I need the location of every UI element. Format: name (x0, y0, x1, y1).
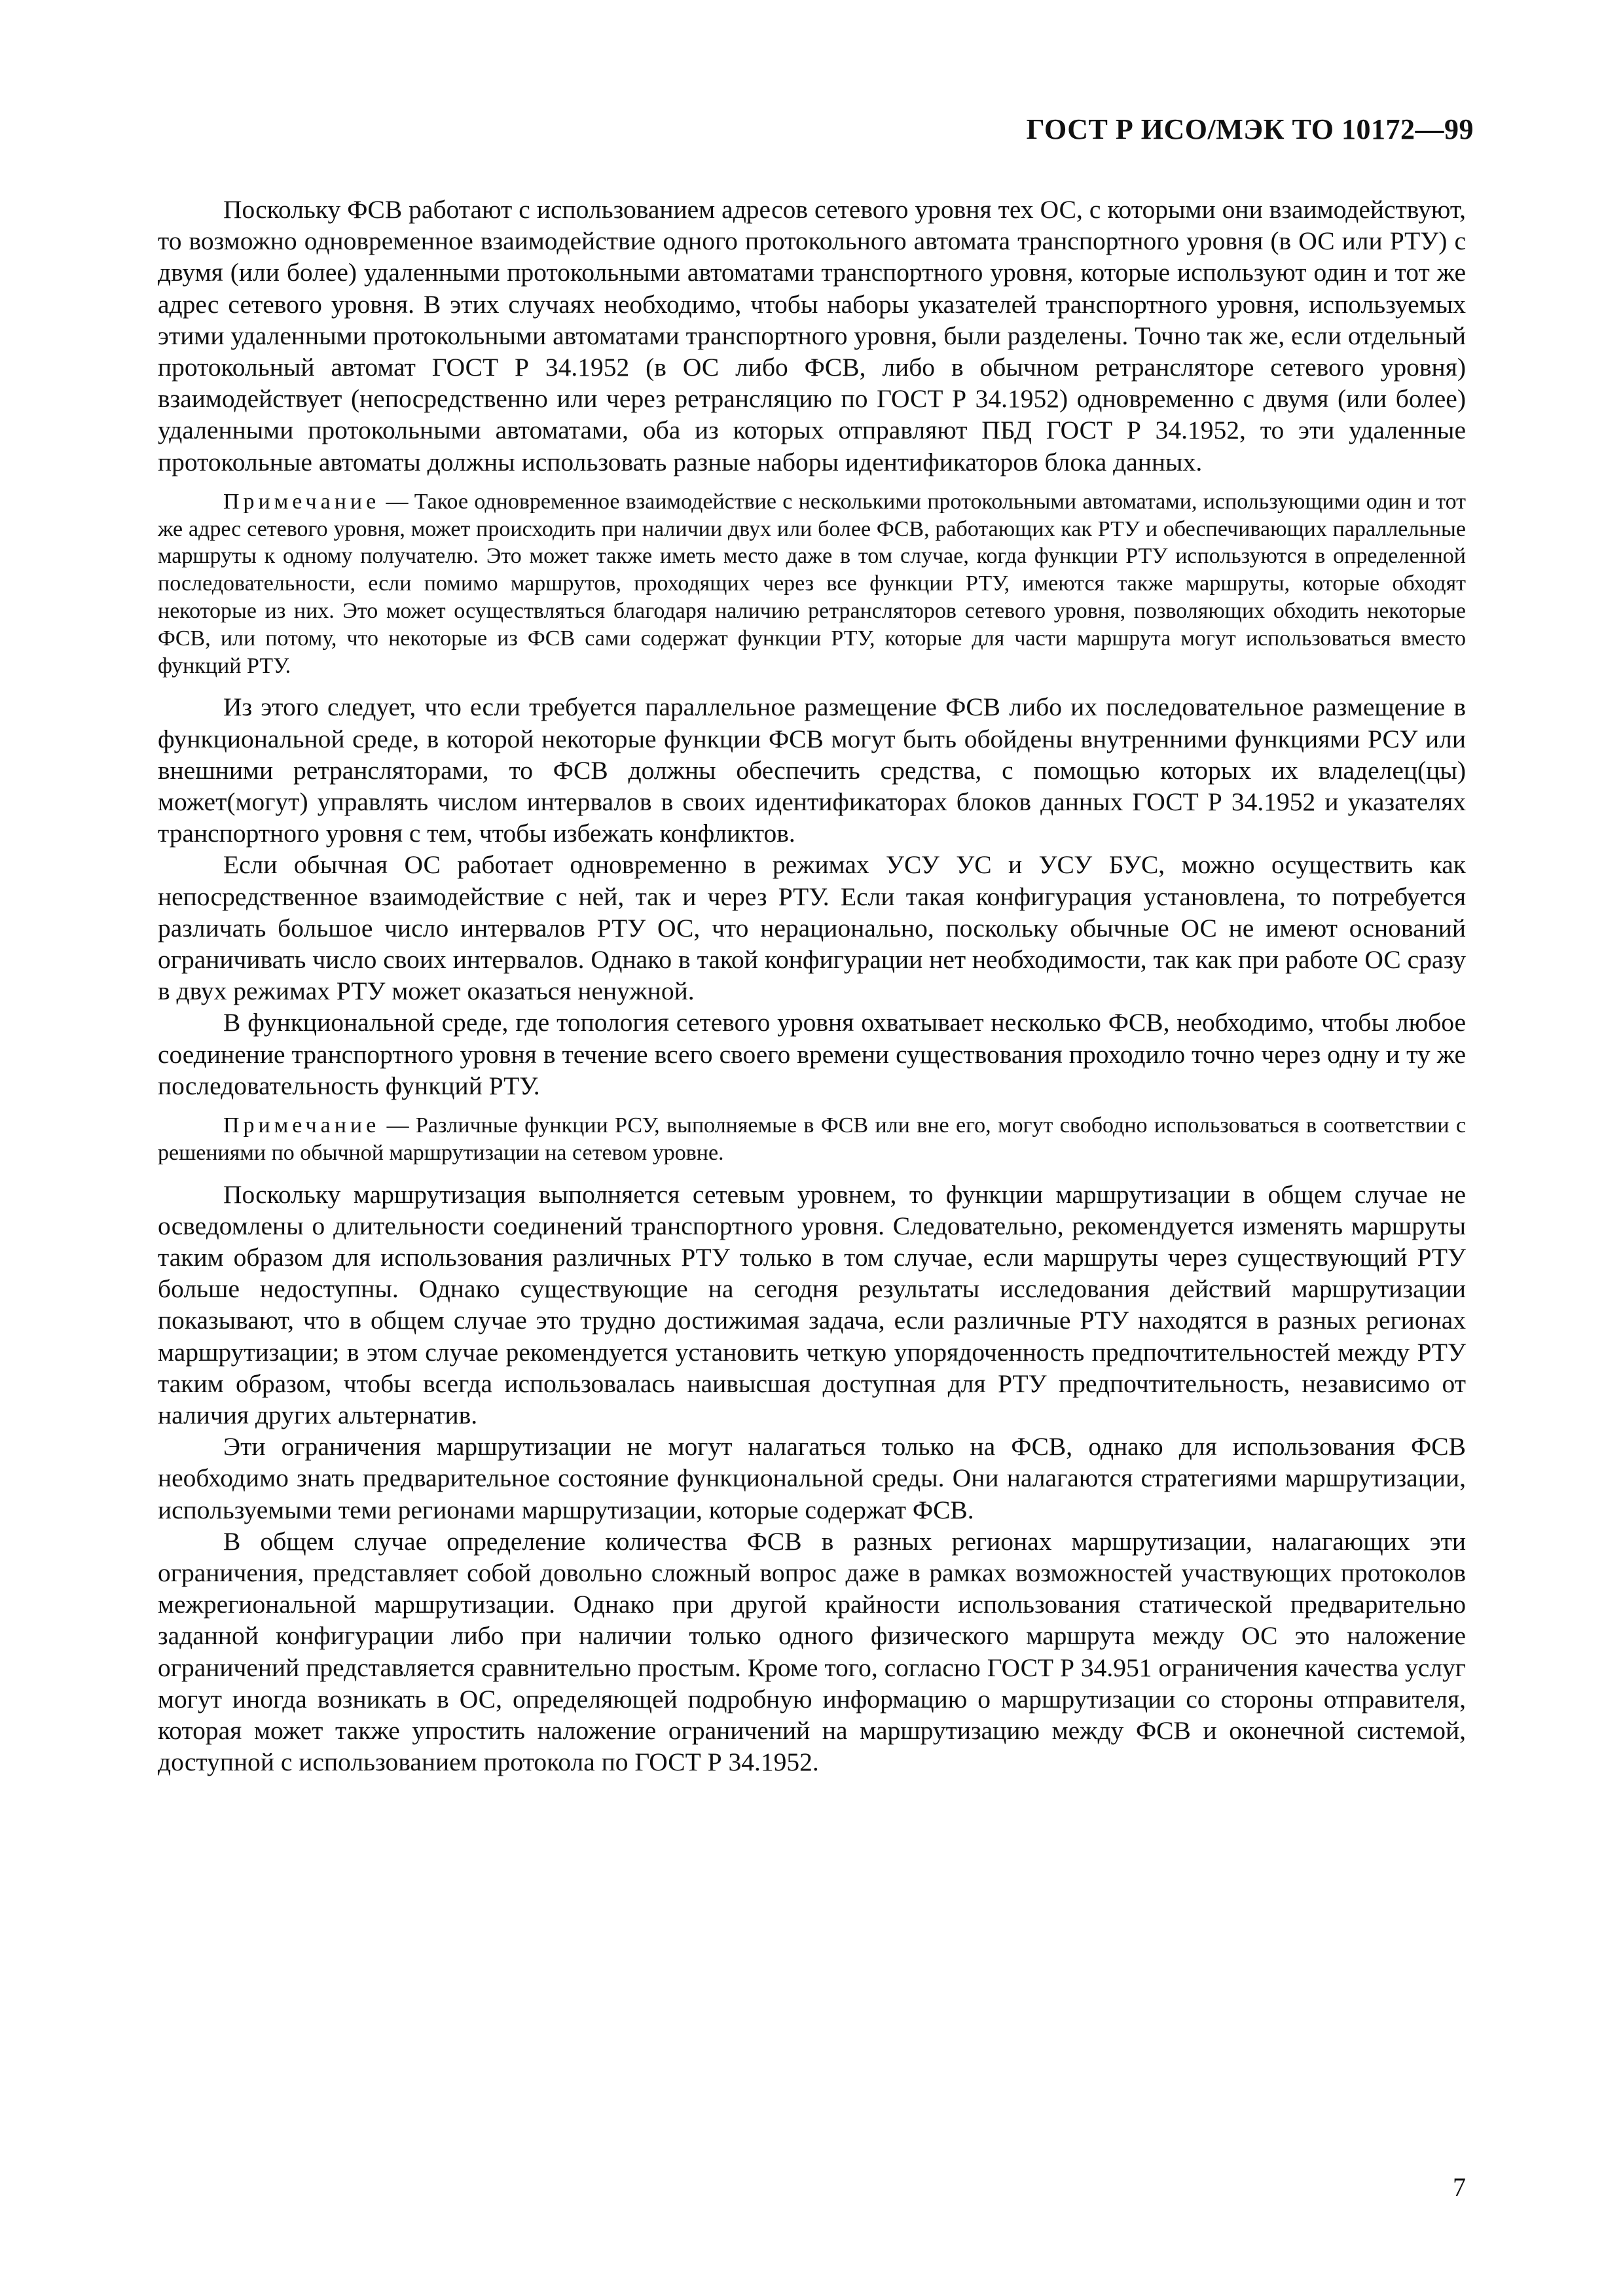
paragraph-3: Если обычная ОС работает одновременно в режимах УСУ УС и УСУ БУС, можно осуществить как непосредственное взаимодействие с ней, так и через РТУ. Если такая конфигурация установлена, то потребуется различать большое число интервалов РТУ ОС, что нерационально, поскольку обычные ОС не имеют оснований ограничивать число своих интервалов. Однако в такой конфигурации нет необходимости, так как при работе ОС сразу в двух режимах РТУ может оказаться ненужной. (158, 850, 1466, 1006)
note-label: Примечание (223, 1113, 380, 1138)
paragraph-4: В функциональной среде, где топология сетевого уровня охватывает несколько ФСВ, необходимо, чтобы любое соединение транспортного уровня в течение всего своего времени существования проходило точно через одну и ту же последовательность функций РТУ. (158, 1008, 1466, 1100)
note-label: Примечание (223, 489, 380, 514)
note-1 (158, 488, 1466, 680)
document-header: ГОСТ Р ИСО/МЭК ТО 10172—99 (1026, 113, 1474, 145)
paragraph-6: Эти ограничения маршрутизации не могут налагаться только на ФСВ, однако для использования ФСВ необходимо знать предварительное состояние функциональной среды. Они налагаются стратегиями маршрутизации, используемыми теми регионами маршрутизации, которые содержат ФСВ. (158, 1432, 1466, 1524)
note-text: — Такое одновременное взаимодействие с несколькими протокольными автоматами, использующими один и тот же адрес сетевого уровня, может происходить при наличии двух или более ФСВ, работающих как РТУ и обеспечивающих параллельные маршруты к одному получателю. Это может также иметь место даже в том случае, когда функции РТУ используются в определенной последовательности, если помимо маршрутов, проходящих через все функции РТУ, имеются также маршруты, которые обходят некоторые из них. Это может осуществляться благодаря наличию ретрансляторов сетевого уровня, позволяющих обходить некоторые ФСВ, или потому, что некоторые из ФСВ сами содержат функции РТУ, которые для части маршрута могут использоваться вместо функций РТУ. (158, 489, 1466, 678)
paragraph-1: Поскольку ФСВ работают с использованием адресов сетевого уровня тех ОС, с которыми они взаимодействуют, то возможно одновременное взаимодействие одного протокольного автомата транспортного уровня (в ОС или РТУ) с двумя (или более) удаленными протокольными автоматами транспортного уровня, которые используют один и тот же адрес сетевого уровня. В этих случаях необходимо, чтобы наборы указателей транспортного уровня, используемых этими удаленными протокольными автоматами транспортного уровня, были разделены. Точно так же, если отдельный протокольный автомат ГОСТ Р 34.1952 (в ОС либо ФСВ, либо в обычном ретрансляторе сетевого уровня) взаимодействует (непосредственно или через ретрансляцию по ГОСТ Р 34.1952) одновременно с двумя (или более) удаленными протокольными автоматами, оба из которых отправляют ПБД ГОСТ Р 34.1952, то эти удаленные протокольные автоматы должны использовать разные наборы идентификаторов блока данных. (158, 195, 1466, 476)
paragraph-5: Поскольку маршрутизация выполняется сетевым уровнем, то функции маршрутизации в общем случае не осведомлены о длительности соединений транспортного уровня. Следовательно, рекомендуется изменять маршруты таким образом для использования различных РТУ только в том случае, если маршруты через существующий РТУ больше недоступны. Однако существующие на сегодня результаты исследования действий маршрутизации показывают, что в общем случае это трудно достижимая задача, если различные РТУ находятся в разных регионах маршрутизации; в этом случае рекомендуется установить четкую упорядоченность предпочтительностей между РТУ таким образом, чтобы всегда использовалась наивысшая доступная для РТУ предпочтительность, независимо от наличия других альтернатив. (158, 1179, 1466, 1430)
note-text: — Различные функции РСУ, выполняемые в ФСВ или вне его, могут свободно использоваться в соответствии с решениями по обычной маршрутизации на сетевом уровне. (158, 1113, 1466, 1165)
page-number: 7 (1453, 2172, 1466, 2202)
paragraph-7: В общем случае определение количества ФСВ в разных регионах маршрутизации, налагающих эти ограничения, представляет собой довольно сложный вопрос даже в рамках возможностей участвующих протоколов межрегиональной маршрутизации. Однако при другой крайности использования статической предварительно заданной конфигурации либо при наличии только одного физического маршрута между ОС это наложение ограничений представляется сравнительно простым. Кроме того, согласно ГОСТ Р 34.951 ограничения качества услуг могут иногда возникать в ОС, определяющей подробную информацию о маршрутизации со стороны отправителя, которая может также упростить наложение ограничений на маршрутизацию между ФСВ и оконечной системой, доступной с использованием протокола по ГОСТ Р 34.1952. (158, 1526, 1466, 1777)
paragraph-2: Из этого следует, что если требуется параллельное размещение ФСВ либо их последовательное размещение в функциональной среде, в которой некоторые функции ФСВ могут быть обойдены внутренними функциями РСУ или внешними ретрансляторами, то ФСВ должны обеспечить средства, с помощью которых их владелец(цы) может(могут) управлять числом интервалов в своих идентификаторах блоков данных ГОСТ Р 34.1952 и указателях транспортного уровня с тем, чтобы избежать конфликтов. (158, 692, 1466, 848)
note-2 (158, 1112, 1466, 1167)
document-body (158, 194, 1466, 1778)
